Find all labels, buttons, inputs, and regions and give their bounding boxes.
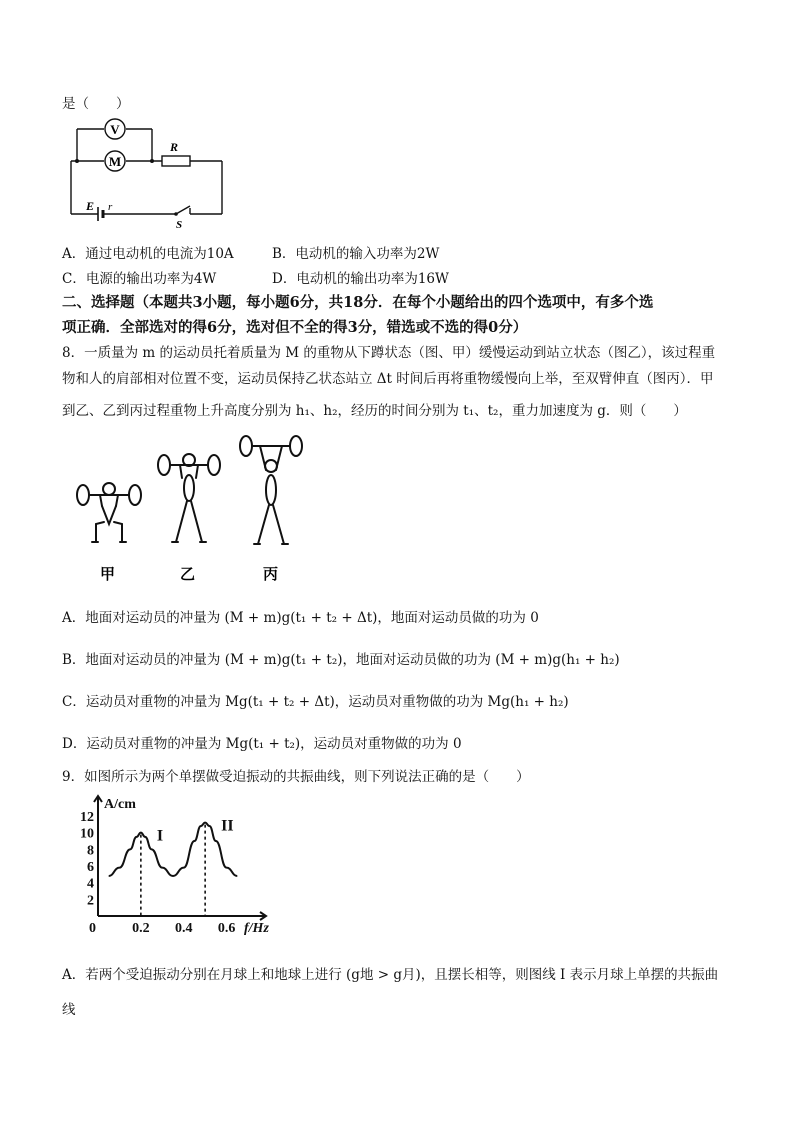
y-axis-label: A/cm (104, 797, 136, 812)
series-label-2: II (221, 817, 234, 835)
switch-label: S (176, 219, 183, 231)
x-tick-label: 0 (89, 921, 96, 936)
resonance-chart (68, 792, 278, 942)
x-tick-label: 0.6 (217, 921, 236, 936)
q9-stem: 9．如图所示为两个单摆做受迫振动的共振曲线，则下列说法正确的是（ ） (62, 769, 530, 785)
motor-label: M (108, 154, 122, 169)
figure-bing (240, 436, 302, 544)
q8-option-c: C．运动员对重物的冲量为 Mg(t₁ + t₂ + Δt)，运动员对重物做的功为 Mg(h₁ + h₂) (62, 694, 569, 710)
q7-option-a: A．通过电动机的电流为10A (62, 246, 234, 262)
circuit-diagram (66, 116, 230, 232)
q8-option-d: D．运动员对重物的冲量为 Mg(t₁ + t₂)，运动员对重物做的功为 0 (62, 736, 462, 752)
emf-label: E (86, 199, 95, 213)
internal-resistance-label: r (108, 201, 113, 213)
y-tick-label: 12 (80, 810, 94, 825)
section2-heading-line1: 二、选择题（本题共3小题，每小题6分，共18分．在每个小题给出的四个选项中，有多个选 (62, 294, 654, 311)
y-tick-label: 8 (87, 843, 94, 859)
q8-stem-line1: 8．一质量为 m 的运动员托着质量为 M 的重物从下蹲状态（图、甲）缓慢运动到站立状态（图乙），该过程重 (62, 345, 716, 361)
q8-option-b: B．地面对运动员的冲量为 (M + m)g(t₁ + t₂)，地面对运动员做的功为 (M + m)g(h₁ + h₂) (62, 652, 620, 668)
x-tick-label: 0.2 (132, 921, 150, 936)
x-tick-label: 0.4 (174, 921, 193, 936)
figure-label-jia: 甲 (100, 565, 116, 582)
voltmeter-label: V (110, 122, 120, 137)
q7-option-c: C．电源的输出功率为4W (62, 271, 217, 287)
resistor-label: R (170, 140, 179, 154)
figure-yi (158, 454, 220, 542)
section2-heading-line2: 项正确．全部选对的得6分，选对但不全的得3分，错选或不选的得0分） (62, 319, 528, 336)
q9-option-a-line1: A．若两个受迫振动分别在月球上和地球上进行 (g地 > g月)，且摆长相等，则图线 I 表示月球上单摆的共振曲 (62, 967, 719, 983)
figure-label-yi: 乙 (180, 565, 196, 582)
figure-jia (77, 483, 141, 542)
q7-stem-tail: 是（ ） (62, 96, 130, 112)
y-tick-label: 10 (80, 826, 94, 842)
q8-option-a: A．地面对运动员的冲量为 (M + m)g(t₁ + t₂ + Δt)，地面对运动员做的功为 0 (62, 610, 539, 626)
y-tick-label: 4 (87, 876, 94, 892)
y-tick-label: 6 (87, 860, 94, 875)
x-axis-label: f/Hz (244, 921, 269, 936)
q8-stem-line3: 到乙、乙到丙过程重物上升高度分别为 h₁、h₂，经历的时间分别为 t₁、t₂，重力加速度为 g．则（ ） (62, 403, 687, 419)
weightlifter-figure (70, 432, 310, 582)
series-label-1: I (156, 827, 164, 845)
y-tick-label: 2 (87, 893, 94, 909)
q8-stem-line2: 物和人的肩部相对位置不变，运动员保持乙状态站立 Δt 时间后再将重物缓慢向上举，至双臂伸直（图丙）．甲 (62, 371, 714, 387)
q7-option-d: D．电动机的输出功率为16W (272, 271, 449, 287)
q7-option-b: B．电动机的输入功率为2W (272, 246, 440, 262)
q9-option-a-line2: 线 (62, 1002, 76, 1018)
figure-label-bing: 丙 (263, 565, 279, 582)
